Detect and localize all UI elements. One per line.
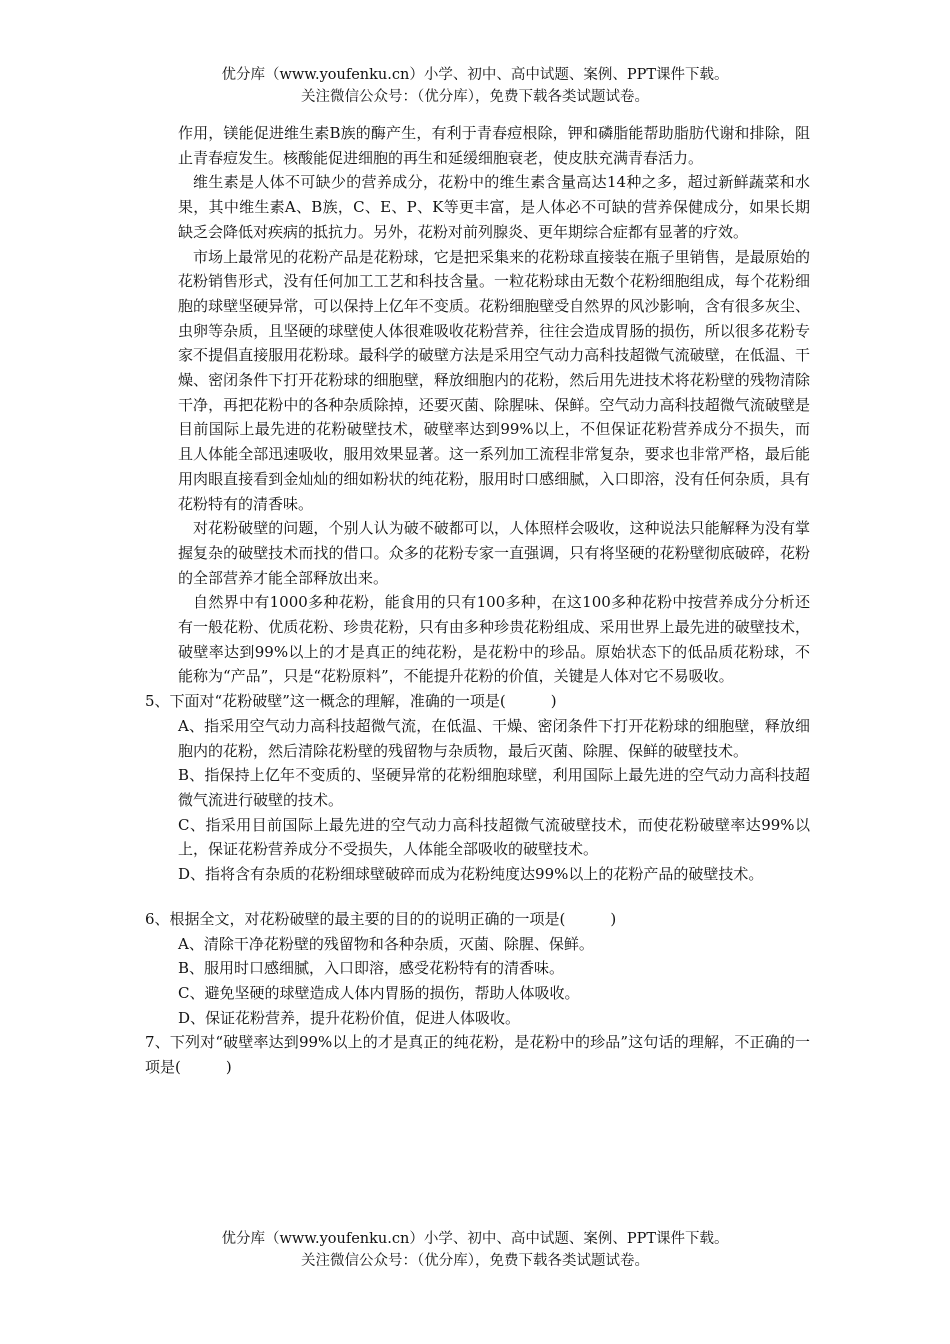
spacer bbox=[178, 887, 810, 907]
q6-option-c: C、避免坚硬的球壁造成人体内胃肠的损伤，帮助人体吸收。 bbox=[178, 983, 580, 1002]
q5-option-c: C、指采用目前国际上最先进的空气动力高科技超微气流破壁技术，而使花粉破壁率达99%以上，保证花粉营养成分不受损失，人体能全部吸收的破壁技术。 bbox=[178, 815, 810, 859]
question-6-stem: 6、根据全文，对花粉破壁的最主要的目的的说明正确的一项是( ) bbox=[145, 909, 617, 928]
q6-option-a: A、清除干净花粉壁的残留物和各种杂质，灭菌、除腥、保鲜。 bbox=[178, 934, 594, 953]
paragraph-market: 市场上最常见的花粉产品是花粉球，它是把采集来的花粉球直接装在瓶子里销售，是最原始的花粉销售形式，没有任何加工工艺和科技含量。一粒花粉球由无数个花粉细胞组成，每个花粉细胞的球壁坚硬异常，可以保持上亿年不变质。花粉细胞壁受自然界的风沙影响，含有很多灰尘、虫卵等杂质，且坚硬的球壁使人体很难吸收花粉营养，往往会造成胃肠的损伤，所以很多花粉专家不提倡直接服用花粉球。最科学的破壁方法是采用空气动力高科技超微气流破壁，在低温、干燥、密闭条件下打开花粉球的细胞壁，释放细胞内的花粉，然后用先进技术将花粉壁的残物清除干净，再把花粉中的各种杂质除掉，还要灭菌、除腥味、保鲜。空气动力高科技超微气流破壁是目前国际上最先进的花粉破壁技术，破壁率达到99%以上，不但保证花粉营养成分不损失，而且人体能全部迅速吸收，服用效果显著。这一系列加工流程非常复杂，要求也非常严格，最后能用肉眼直接看到金灿灿的细如粉状的纯花粉，服用时口感细腻，入口即溶，没有任何杂质，具有花粉特有的清香味。 bbox=[178, 247, 810, 513]
paragraph-vitamins: 维生素是人体不可缺少的营养成分，花粉中的维生素含量高达14种之多，超过新鲜蔬菜和水果，其中维生素A、B族，C、E、P、K等更丰富，是人体必不可缺的营养保健成分，如果长期缺乏会降低对疾病的抵抗力。另外，花粉对前列腺炎、更年期综合症都有显著的疗效。 bbox=[178, 173, 810, 241]
page-header bbox=[0, 64, 950, 108]
header-line-2: 关注微信公众号：（优分库），免费下载各类试题试卷。 bbox=[301, 89, 649, 105]
document-body bbox=[145, 121, 810, 1080]
paragraph-continued: 作用，镁能促进维生素B族的酶产生，有利于青春痘根除，钾和磷脂能帮助脂肪代谢和排除，阻止青春痘发生。核酸能促进细胞的再生和延缓细胞衰老，使皮肤充满青春活力。 bbox=[178, 124, 810, 167]
page-footer bbox=[0, 1228, 950, 1272]
q5-option-a: A、指采用空气动力高科技超微气流，在低温、干燥、密闭条件下打开花粉球的细胞壁，释放细胞内的花粉，然后清除花粉壁的残留物与杂质物，最后灭菌、除腥、保鲜的破壁技术。 bbox=[178, 716, 810, 760]
question-6-options bbox=[178, 932, 810, 1031]
footer-line-2: 关注微信公众号：（优分库），免费下载各类试题试卷。 bbox=[301, 1253, 649, 1269]
paragraph-breaking: 对花粉破壁的问题，个别人认为破不破都可以，人体照样会吸收，这种说法只能解释为没有掌握复杂的破壁技术而找的借口。众多的花粉专家一直强调，只有将坚硬的花粉壁彻底破碎，花粉的全部营养才能全部释放出来。 bbox=[178, 519, 810, 587]
q6-option-b: B、服用时口感细腻，入口即溶，感受花粉特有的清香味。 bbox=[178, 959, 565, 978]
paragraph-nature: 自然界中有1000多种花粉，能食用的只有100多种，在这100多种花粉中按营养成分分析还有一般花粉、优质花粉、珍贵花粉，只有由多种珍贵花粉组成、采用世界上最先进的破壁技术，破壁率达到99%以上的才是真正的纯花粉，是花粉中的珍品。原始状态下的低品质花粉球，不能称为“产品”，只是“花粉原料”，不能提升花粉的价值，关键是人体对它不易吸收。 bbox=[178, 593, 810, 686]
question-7-stem: 7、下列对“破壁率达到99%以上的才是真正的纯花粉，是花粉中的珍品”这句话的理解，不正确的一项是( ) bbox=[145, 1033, 810, 1077]
q5-option-b: B、指保持上亿年不变质的、坚硬异常的花粉细胞球壁，利用国际上最先进的空气动力高科技超微气流进行破壁的技术。 bbox=[178, 766, 810, 809]
footer-line-1: 优分库（www.youfenku.cn）小学、初中、高中试题、案例、PPT课件下载。 bbox=[221, 1231, 729, 1247]
q5-option-d: D、指将含有杂质的花粉细球壁破碎而成为花粉纯度达99%以上的花粉产品的破壁技术。 bbox=[178, 865, 764, 884]
header-line-1: 优分库（www.youfenku.cn）小学、初中、高中试题、案例、PPT课件下载。 bbox=[221, 67, 729, 83]
question-5-options bbox=[178, 714, 810, 887]
question-5-stem: 5、下面对“花粉破壁”这一概念的理解，准确的一项是( ) bbox=[145, 692, 557, 711]
q6-option-d: D、保证花粉营养，提升花粉价值，促进人体吸收。 bbox=[178, 1008, 521, 1027]
